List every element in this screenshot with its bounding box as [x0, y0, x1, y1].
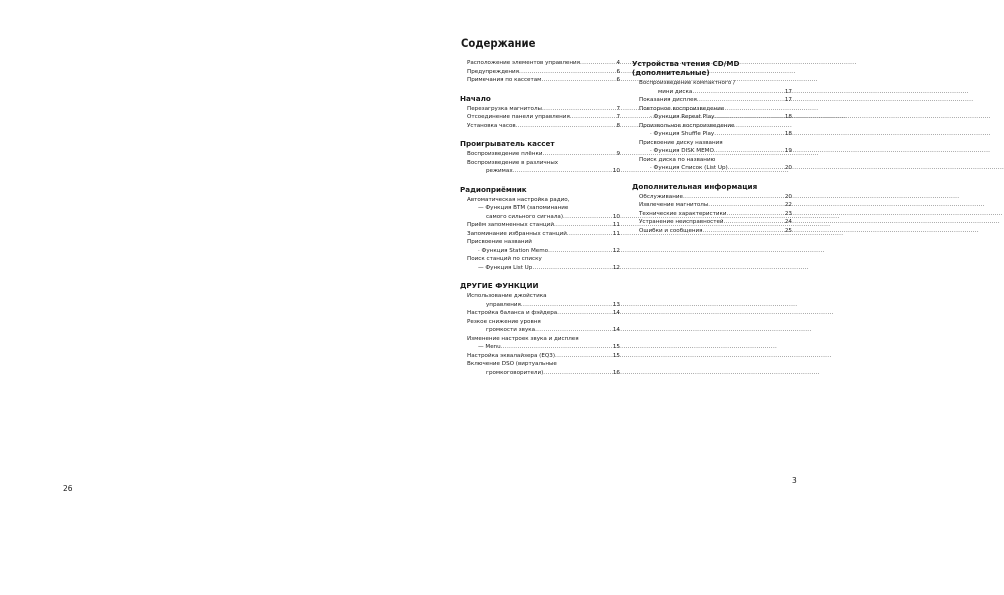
- entry-page-number: 20: [784, 193, 792, 200]
- entry-page-number: 10: [612, 213, 620, 220]
- toc-entry: [632, 201, 792, 210]
- dot-leader: [692, 88, 784, 97]
- dot-leader: [703, 227, 784, 236]
- toc-entry: [460, 230, 620, 239]
- dot-leader: [501, 343, 612, 352]
- entry-page-number: 7: [616, 105, 620, 112]
- toc-entry: [460, 59, 620, 68]
- dot-leader: [726, 210, 783, 219]
- entry-text: громкоговорители): [486, 369, 544, 376]
- dot-leader: [580, 59, 615, 68]
- dot-leader: [683, 193, 784, 202]
- dot-leader: [541, 76, 615, 85]
- entry-page-number: 24: [784, 219, 792, 225]
- toc-entry: [460, 335, 620, 352]
- toc-section: [460, 59, 620, 85]
- toc-entry: [632, 227, 792, 236]
- dot-leader: [548, 247, 612, 256]
- toc-entry: [460, 352, 620, 361]
- dot-leader: [728, 164, 784, 173]
- entry-text: Настройка баланса и фэйдера: [467, 310, 558, 316]
- toc-entry: [460, 122, 620, 131]
- entry-page-number: 16: [612, 369, 620, 376]
- entry-page-number: 17: [784, 88, 792, 95]
- entry-page-number: 4: [616, 60, 620, 66]
- section-heading: Дополнительная информация: [632, 181, 758, 191]
- entry-text: — Menu: [478, 344, 501, 350]
- entry-page-number: 14: [612, 327, 620, 333]
- entry-text: · Функция Список (List Up): [650, 165, 728, 171]
- entry-page-number: 23: [784, 210, 792, 217]
- toc-entry: [460, 76, 620, 85]
- toc-entry: [460, 238, 620, 255]
- entry-text: Перезагрузка магнитолы: [467, 105, 542, 112]
- dot-leader: [714, 130, 784, 139]
- toc-section: [460, 281, 620, 377]
- entry-text: Повторное воспроизведение: [639, 105, 725, 112]
- entry-text: Примечания по кассетам: [467, 77, 542, 83]
- toc-entry: [632, 210, 792, 219]
- entry-text: Технические характеристики: [639, 210, 727, 217]
- entry-page-number: 25: [784, 227, 792, 234]
- section-heading: Проигрыватель кассет: [460, 139, 555, 148]
- entry-text: Включение DSO (виртуальные: [467, 361, 557, 367]
- toc-entry: [632, 218, 792, 227]
- entry-page-number: 6: [616, 77, 620, 83]
- dot-leader: [697, 96, 784, 105]
- dot-leader: [532, 264, 612, 273]
- entry-text: Извлечение магнитолы: [639, 202, 709, 208]
- entry-page-number: 12: [612, 264, 620, 271]
- entry-text: Поиск станций по списку: [467, 256, 542, 262]
- entry-text: самого сильного сигнала): [486, 213, 564, 220]
- entry-text: Предупреждения: [467, 68, 520, 75]
- entry-page-number: 17: [784, 97, 792, 103]
- toc-entry: [460, 360, 620, 377]
- entry-text: — Функция BTM (запоминание: [478, 205, 569, 211]
- entry-page-number: 22: [784, 202, 792, 208]
- toc-entry: [632, 156, 792, 173]
- entry-text: Воспроизведение в различных: [467, 159, 559, 166]
- toc-entry: [460, 105, 620, 114]
- dot-leader: [542, 105, 615, 114]
- toc-entry: [460, 68, 620, 77]
- toc-section: [460, 94, 620, 131]
- entry-text: — Функция List Up: [478, 264, 533, 271]
- entry-page-number: 7: [616, 114, 620, 120]
- entry-text: режимах: [486, 168, 513, 174]
- entry-page-number: 10: [612, 168, 620, 174]
- entry-page-number: 8: [616, 122, 620, 129]
- entry-text: Присвоение названий: [467, 239, 532, 245]
- entry-text: Отсоединение панели управления: [467, 114, 570, 120]
- toc-right-column: [632, 59, 792, 244]
- dot-leader: [554, 221, 612, 230]
- entry-page-number: 12: [612, 247, 620, 254]
- entry-text: Воспроизведение компактного /: [639, 80, 735, 86]
- toc-entry: [632, 105, 792, 122]
- toc-entry: [632, 96, 792, 105]
- entry-page-number: 9: [616, 151, 620, 157]
- entry-text: Установка часов: [467, 122, 516, 129]
- toc-entry: [460, 159, 620, 176]
- entry-text: · Функция Shuffle Play: [650, 131, 715, 137]
- dot-leader: [542, 150, 615, 159]
- toc-entry: [460, 255, 620, 272]
- entry-page-number: 13: [612, 301, 620, 308]
- toc-section: [632, 59, 792, 173]
- toc-section: [460, 139, 620, 176]
- entry-text: Воспроизведение плёнки: [467, 151, 543, 157]
- toc-section: [460, 185, 620, 273]
- entry-text: Расположение элементов управления: [467, 60, 581, 66]
- entry-page-number: 18: [784, 114, 792, 120]
- entry-page-number: 14: [612, 310, 620, 316]
- entry-page-number: 15: [612, 352, 620, 359]
- entry-text: громкости звука: [486, 327, 536, 333]
- entry-text: Резкое снижение уровня: [467, 318, 541, 325]
- entry-text: · Функция Repeat Play: [650, 114, 715, 120]
- page-title: Содержание: [461, 36, 536, 50]
- entry-text: Приём запомненных станций: [467, 222, 554, 228]
- entry-text: Обслуживание: [639, 193, 683, 200]
- section-heading: ДРУГИЕ ФУНКЦИИ: [460, 281, 539, 290]
- entry-text: Присвоение диску названия: [639, 139, 723, 146]
- entry-text: Запоминание избранных станций: [467, 230, 567, 237]
- entry-text: Автоматическая настройка радио,: [467, 196, 570, 203]
- dot-leader: [519, 68, 615, 77]
- dot-leader: [543, 369, 612, 378]
- toc-entry: [460, 292, 620, 309]
- entry-text: · Функция Station Memo: [478, 247, 549, 254]
- dot-leader: [570, 113, 616, 122]
- toc-entry: [460, 150, 620, 159]
- entry-text: Поиск диска по названию: [639, 156, 716, 163]
- toc-entry: [632, 139, 792, 156]
- page-number-left: 26: [63, 484, 73, 493]
- toc-entry: [460, 113, 620, 122]
- entry-page-number: 11: [612, 230, 620, 237]
- dot-leader: [513, 167, 612, 176]
- section-heading: Радиоприёмник: [460, 184, 527, 194]
- dot-leader: [557, 309, 612, 318]
- toc-entry: [632, 193, 792, 202]
- dot-leader: [708, 201, 784, 210]
- dot-leader: [535, 326, 612, 335]
- entry-text: мини диска: [658, 88, 693, 95]
- entry-page-number: 6: [616, 68, 620, 75]
- toc-entry: [460, 318, 620, 335]
- dot-leader: [714, 147, 784, 156]
- toc-section: [632, 182, 792, 236]
- toc-entry: [460, 196, 620, 222]
- toc-entry: [632, 79, 792, 96]
- dot-leader: [563, 213, 612, 222]
- toc-entry: [632, 122, 792, 139]
- entry-text: Ошибки и сообщения: [639, 227, 703, 234]
- toc-entry: [460, 309, 620, 318]
- entry-text: Произвольное воспроизведение: [639, 122, 735, 129]
- entry-text: Устранение неисправностей: [639, 219, 724, 225]
- dot-leader: [724, 218, 784, 227]
- entry-text: Использование джойстика: [467, 293, 547, 299]
- section-heading: Устройства чтения CD/MD (дополнительные): [632, 59, 740, 77]
- page-number-right: 3: [792, 476, 797, 485]
- entry-page-number: 20: [784, 165, 792, 171]
- dot-leader: [555, 352, 612, 361]
- dot-leader: [516, 122, 616, 131]
- entry-page-number: 15: [612, 344, 620, 350]
- entry-text: Показания дисплея: [639, 97, 697, 103]
- entry-page-number: 18: [784, 131, 792, 137]
- dot-leader: [567, 230, 612, 239]
- entry-text: · Функция DISK MEMO: [650, 148, 714, 154]
- section-heading: Начало: [460, 93, 491, 103]
- entry-text: Настройка эквалайзера (EQ3): [467, 352, 556, 359]
- entry-text: Изменение настроек звука и дисплея: [467, 335, 579, 342]
- entry-text: управления: [486, 301, 521, 308]
- toc-left-column: [460, 59, 620, 386]
- dot-leader: [714, 113, 783, 122]
- toc-entry: [460, 221, 620, 230]
- dot-leader: [521, 301, 612, 310]
- entry-page-number: 19: [784, 148, 792, 154]
- entry-page-number: 11: [612, 222, 620, 228]
